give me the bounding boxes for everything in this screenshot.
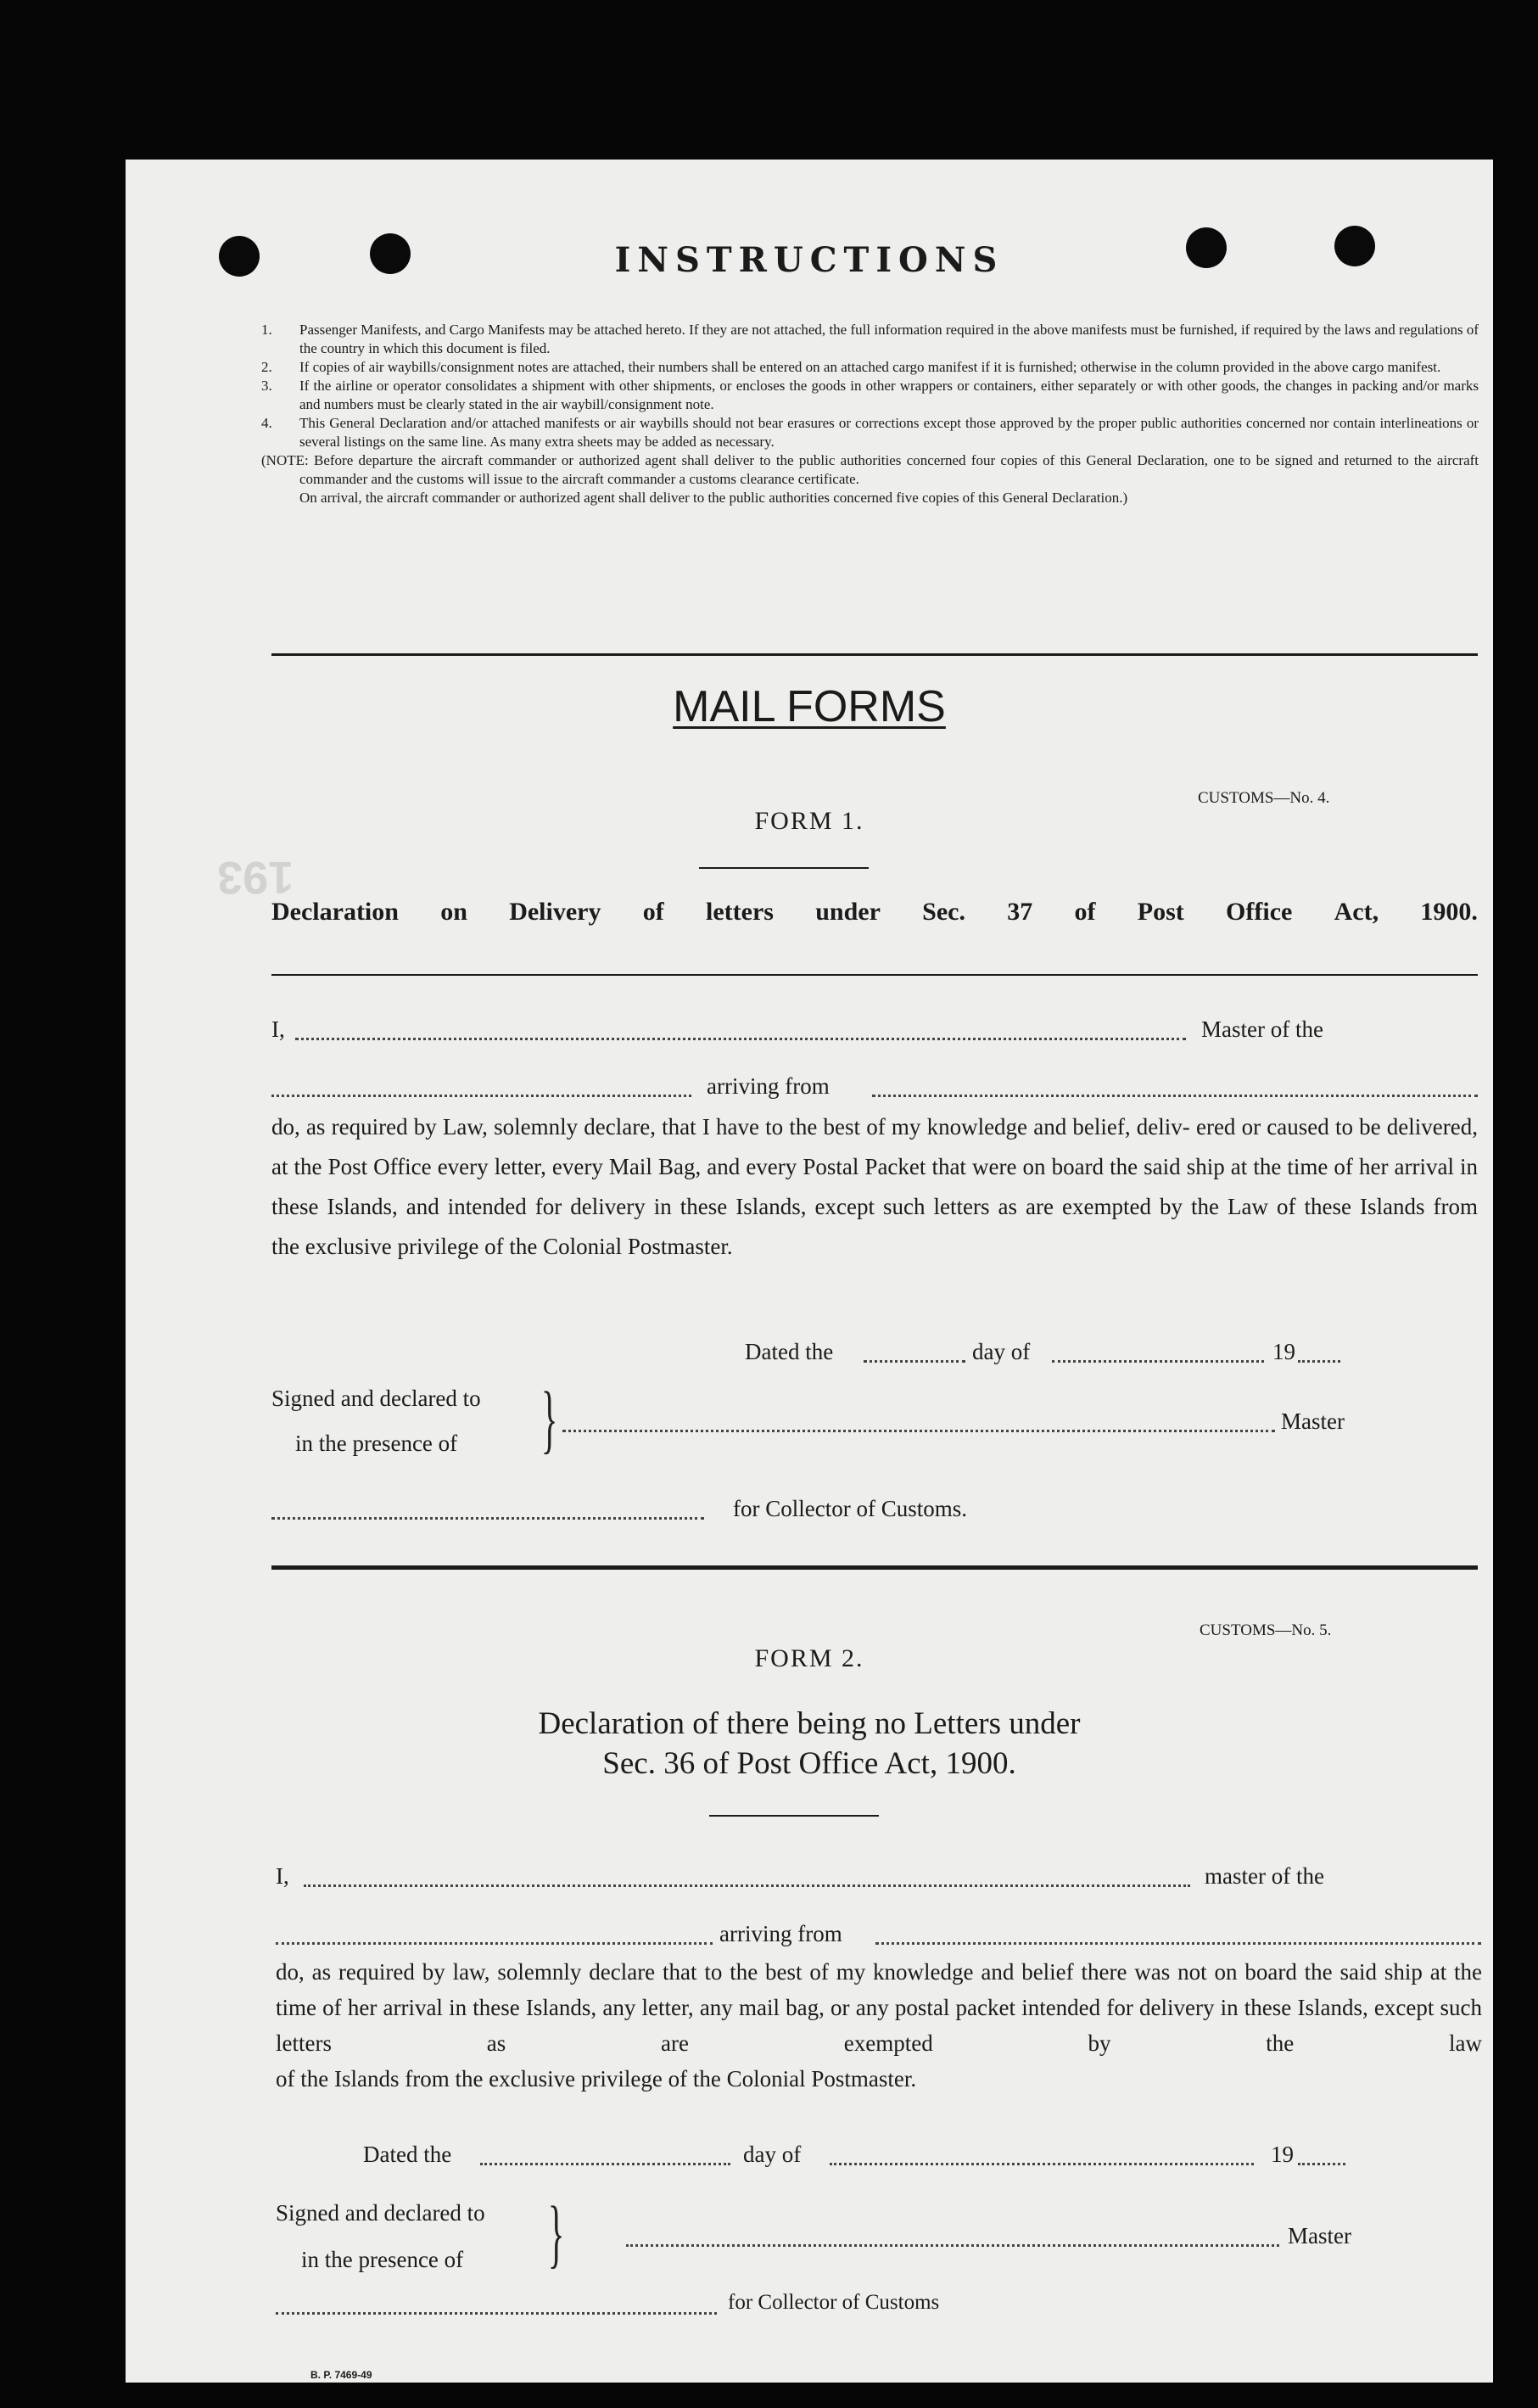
document-page: [126, 160, 1493, 2383]
form1-collector-signature-field[interactable]: [271, 1517, 704, 1520]
form1-collector-label: for Collector of Customs.: [733, 1496, 967, 1521]
form1-heading-rule: [271, 974, 1478, 976]
form1-day-of: day of: [972, 1339, 1031, 1364]
instruction-item: 3. If the airline or operator consolidates a shipment with other shipments, or encloses the goods in other wrappers or containers, either separately or with other goods, the changes in packing and/or marks and numbers must be clearly stated in the air waybill/consignment note.: [261, 378, 1479, 412]
form2-year-field[interactable]: [1298, 2163, 1345, 2165]
form1-body: do, as required by Law, solemnly declare, that I have to the best of my knowledge and belief, deliv- ered or caused to be delivered, at the Post Office every letter, every Mail Bag, and every Postal Packet that were on board the said ship at the time of her arrival in these Islands, and intended for delivery in these Islands, except such letters as are exempted by the Law of these Islands from the exclusive privilege of the Colonial Postmaster.: [271, 1114, 1479, 1259]
form2-ship-field[interactable]: [276, 1942, 713, 1945]
form1-dated-the: Dated the: [745, 1339, 834, 1364]
form1-year-prefix: 19: [1272, 1339, 1295, 1364]
form2-arriving-from: arriving from: [719, 1921, 842, 1946]
instruction-item: 4. This General Declaration and/or attached manifests or air waybills should not bear erasures or corrections except those approved by the proper public authorities concerned nor contain interlineations or several listings on the same line. As many extra sheets may be added as necessary.: [261, 415, 1479, 450]
instructions-list: [261, 321, 1479, 507]
form1-master-label: Master: [1281, 1408, 1345, 1434]
form1-title: FORM 1.: [754, 807, 864, 835]
form1-year-field[interactable]: [1298, 1360, 1340, 1363]
form1-day-field[interactable]: [864, 1360, 965, 1363]
form2-day-of: day of: [743, 2142, 802, 2167]
instruction-note: (NOTE: Before departure the aircraft commander or authorized agent shall deliver to the public authorities concerned four copies of this General Declaration, one to be signed and returned to the aircraft commander and the customs will issue to the aircraft commander a customs clearance certificate.: [261, 452, 1479, 487]
form1-presence-label: in the presence of: [295, 1431, 458, 1456]
form1-title-underline: [699, 867, 869, 869]
form2-origin-field[interactable]: [875, 1942, 1481, 1945]
form2-collector-label: for Collector of Customs: [728, 2291, 940, 2314]
instruction-note-arrival: On arrival, the aircraft commander or authorized agent shall deliver to the public authorities concerned five copies of this General Declaration.): [299, 490, 1128, 506]
instruction-item: 2. If copies of air waybills/consignment notes are attached, their numbers shall be entered on an attached cargo manifest if it is furnished; otherwise in the column provided in the above cargo manifest.: [261, 359, 1441, 375]
form2-signed-label: Signed and declared to: [276, 2200, 485, 2226]
form2-presence-label: in the presence of: [301, 2247, 464, 2272]
form1-master-of-the: Master of the: [1201, 1016, 1323, 1042]
section-divider: [271, 653, 1478, 656]
form2-day-field[interactable]: [480, 2163, 730, 2165]
form1-ship-field[interactable]: [271, 1095, 691, 1097]
instruction-item: 1. Passenger Manifests, and Cargo Manifests may be attached hereto. If they are not attached, the full information required in the above manifests must be furnished, if required by the laws and regulations of the country in which this document is filed.: [261, 322, 1479, 356]
form-divider: [271, 1565, 1478, 1570]
mail-forms-title: MAIL FORMS: [673, 682, 946, 731]
form2-body: do, as required by law, solemnly declare that to the best of my knowledge and belief there was not on board the said ship at the time of her arrival in these Islands, any letter, any mail bag, or any postal packet intended for delivery in these Islands, except such letters as are exempted by the law of the Islands from the exclusive privilege of the Colonial Postmaster.: [276, 1959, 1483, 2092]
form2-title: FORM 2.: [754, 1644, 864, 1672]
form2-master-label: Master: [1288, 2223, 1351, 2248]
form2-name-field[interactable]: [304, 1884, 1190, 1887]
form1-master-signature-field[interactable]: [562, 1430, 1275, 1432]
form2-i-label: I,: [276, 1863, 289, 1889]
form2-title-underline: [709, 1815, 879, 1817]
form2-brace: }: [547, 2192, 565, 2276]
stamp-number: 193: [217, 852, 294, 903]
form1-signed-label: Signed and declared to: [271, 1386, 481, 1411]
form1-customs-ref: CUSTOMS—No. 4.: [1198, 789, 1330, 807]
form2-declaration-line2: Sec. 36 of Post Office Act, 1900.: [602, 1746, 1016, 1781]
form1-brace: }: [540, 1377, 558, 1461]
form2-year-prefix: 19: [1271, 2142, 1294, 2167]
form1-declaration-heading: Declaration on Delivery of letters under Sec. 37 of Post Office Act, 1900.: [271, 898, 1478, 926]
form1-arriving-from: arriving from: [707, 1073, 830, 1099]
form1-name-field[interactable]: [295, 1038, 1186, 1040]
form2-collector-signature-field[interactable]: [276, 2312, 717, 2315]
form1-month-field[interactable]: [1052, 1360, 1264, 1363]
form2-month-field[interactable]: [830, 2163, 1254, 2165]
instructions-title: INSTRUCTIONS: [614, 240, 1004, 280]
form2-master-of-the: master of the: [1205, 1863, 1324, 1889]
form1-i-label: I,: [271, 1016, 285, 1042]
form-print-code: B. P. 7469-49: [310, 2369, 372, 2381]
form1-origin-field[interactable]: [872, 1095, 1478, 1097]
form2-dated-the: Dated the: [363, 2142, 452, 2167]
form2-master-signature-field[interactable]: [626, 2244, 1279, 2247]
form2-declaration-line1: Declaration of there being no Letters under: [538, 1706, 1081, 1741]
form2-customs-ref: CUSTOMS—No. 5.: [1200, 1621, 1332, 1639]
